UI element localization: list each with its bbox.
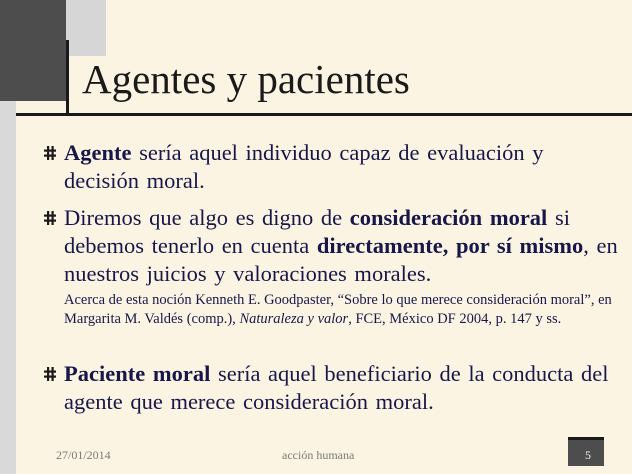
bullet-consideracion-text-1: Diremos que algo es digno de [64, 205, 350, 230]
bullet-consideracion-text-3: , en nuestros juicios y valoraciones morales. [64, 233, 618, 286]
title-underline [16, 113, 632, 116]
decorative-dark-square [0, 0, 66, 101]
term-paciente-moral: Paciente moral [64, 361, 211, 386]
hash-bullet-icon [44, 211, 56, 225]
footer-date: 27/01/2014 [56, 448, 111, 462]
term-agente: Agente [64, 140, 132, 165]
bullet-consideracion [64, 204, 622, 329]
bullet-agente-text: sería aquel individuo capaz de evaluación y decisión moral. [64, 140, 544, 193]
decorative-vertical-rule [66, 40, 69, 114]
hash-bullet-icon [44, 367, 56, 381]
reference-book-title: Naturaleza y valor [239, 311, 349, 327]
reference-note [64, 291, 622, 329]
footer-title: acción humana [282, 448, 355, 462]
hash-bullet-icon [44, 146, 56, 160]
reference-note-text-2: , FCE, México DF 2004, p. 147 y ss. [348, 311, 562, 327]
bullet-paciente-text: sería aquel beneficiario de la conducta del agente que merece consideración moral. [64, 361, 609, 414]
reference-note-text-1: Acerca de esta noción Kenneth E. Goodpaster, “Sobre lo que merece consideración moral”, en Margarita M. Valdés (comp.), [64, 292, 612, 327]
term-consideracion-moral: consideración moral [349, 205, 548, 230]
bullet-agente [64, 139, 622, 195]
slide-title: Agentes y pacientes [82, 56, 410, 102]
decorative-light-square [66, 0, 106, 56]
term-directamente: directamente, por sí mismo [316, 233, 584, 258]
page-number: 5 [585, 448, 591, 462]
bullet-paciente [64, 360, 622, 416]
bullet-consideracion-text-2: si debemos tenerlo en cuenta [64, 205, 570, 258]
